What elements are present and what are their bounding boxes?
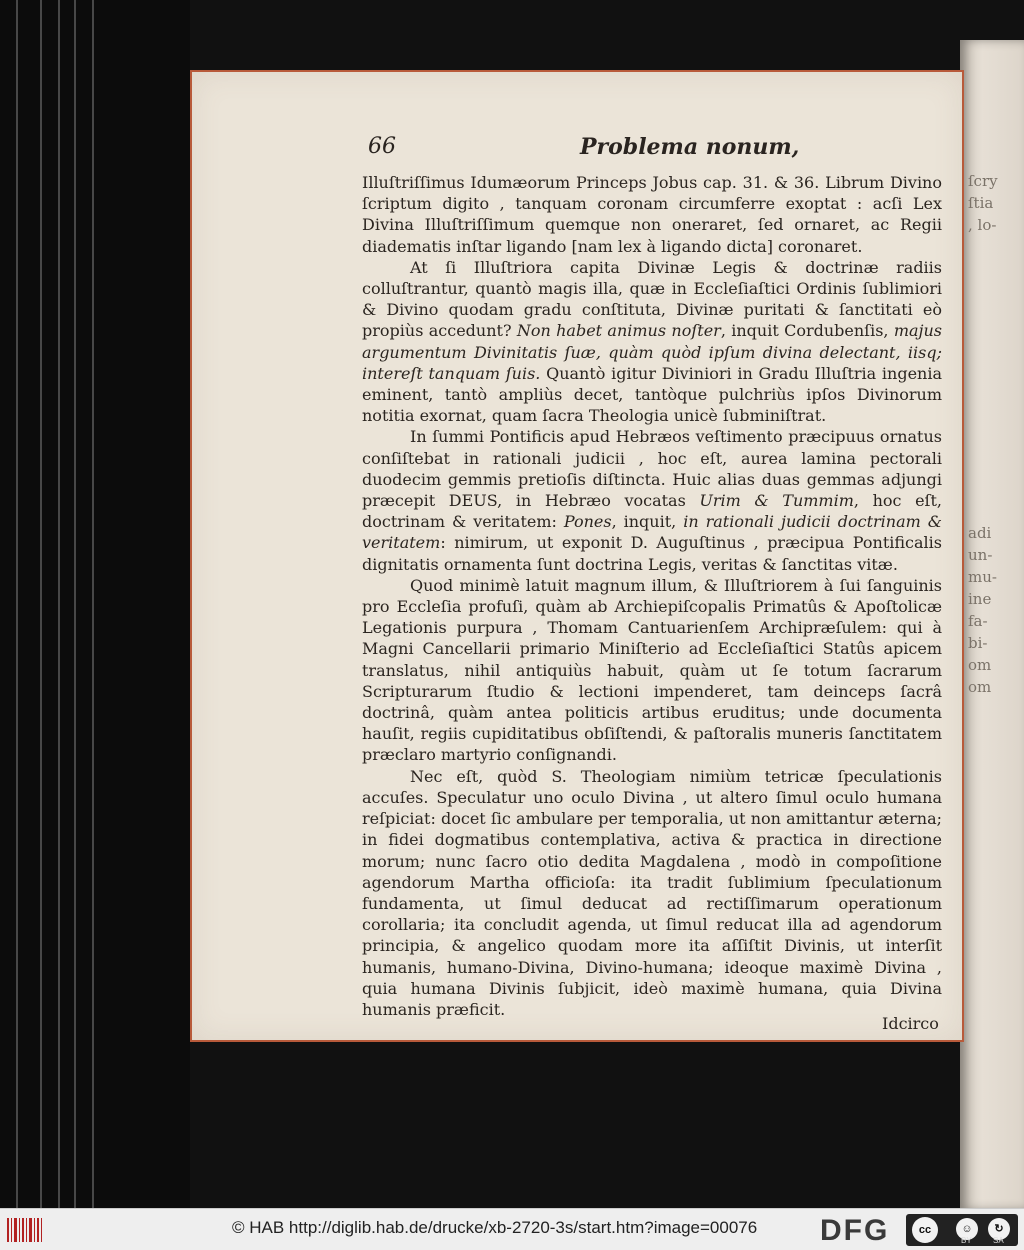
catchword: Idcirco [882,1014,939,1033]
binding-edge-line [58,0,60,1208]
page-number: 66 [368,134,396,159]
page-body-text [362,172,942,1020]
binding-edge-line [74,0,76,1208]
binding-edge-line [16,0,18,1208]
copyright-url-link[interactable]: © HAB http://diglib.hab.de/drucke/xb-2720-3s/start.htm?image=00076 [232,1218,758,1237]
scan-left-margin [0,0,190,1208]
share-alike-icon: ↻ [988,1218,1010,1240]
body-paragraph: Nec eſt, quòd S. Theologiam nimiùm tetricæ ſpeculationis accuſes. Speculatur uno oculo Divina , ut altero ſimul oculo humana reſpiciat: docet ſic ambulare per temporalia, ut non amittantur æterna; in fidei dogmatibus contemplativa, activa & practica in directione morum; nunc ſacro otio dedita Magdalena , modò in compoſitione agendorum Martha officioſa: ita tradit ſublimium ſpeculationum fundamenta, ut ſimul deducat ad rectiſſimarum operationum corollaria; ita concludit agenda, ut ſimul reducat illa ad agendorum principia, & angelico quodam more ita aſſiſtit Divinis, ut interſit humanis, humano-Divina, Divino-humana; ideoque maximè Divina , quia humana Divinis ſubjicit, ideò maximè humana, quia Divina humanis præficit. [362,766,942,1019]
license-by-label: BY [961,1236,972,1245]
creative-commons-icon: cc [912,1217,938,1243]
running-head: Problema nonum, [580,134,800,160]
hab-barcode-logo-icon[interactable] [6,1215,46,1245]
body-paragraph: In ſummi Pontificis apud Hebræos veſtimento præcipuus ornatus conſiſtebat in rationali judicii , hoc eſt, aurea lamina pectorali duodecim gemmis pretioſis diſtincta. Huic alias duas gemmas adjungi præcepit DEUS, in Hebræo vocatas Urim & Tummim, hoc eſt, doctrinam & veritatem: Pones, inquit, in rationali judicii doctrinam & veritatem: nimirum, ut exponit D. Auguſtinus , præcipua Pontificalis dignitatis ornamenta ſunt doctrina Legis, veritas & ſanctitas vitæ. [362,427,943,574]
viewer-footer [0,1208,1024,1250]
body-paragraph: Illuſtriſſimus Idumæorum Princeps Jobus cap. 31. & 36. Librum Divino ſcriptum digito , tanquam coronam circumferre exoptat : acſi Lex Divina Illuſtriſſimum quemque non oneraret, ſed ornaret, ac Regii diadematis inſtar ligando [nam lex à ligando dicta] coronaret. [362,173,942,256]
binding-edge-line [92,0,94,1208]
cc-license-badge[interactable] [906,1214,1018,1246]
body-paragraph: At ſi Illuſtriora capita Divinæ Legis & doctrinæ radiis colluſtrantur, quantò magis illa, quæ in Eccleſiaſtici Ordinis ſublimiori & Divino quodam gradu conſtituta, Divinæ puritati & ſanctitati eò propiùs accedunt? Non habet animus noſter, inquit Cordubenſis, majus argumentum Divinitatis ſuæ, quàm quòd ipſum divina delectant, iisq; intereſt tanquam ſuis. Quantò igitur Diviniori in Gradu Illuſtria ingenia eminent, tantò ampliùs decet, tantòque pulchriùs ipſos Divinorum notitia exornat, quam ſacra Theologia unicè ſubminiſtrat. [362,257,943,426]
dfg-logo[interactable]: DFG [820,1214,890,1247]
license-sa-label: SA [993,1236,1004,1245]
book-page [190,70,964,1042]
attribution-person-icon: ☺ [956,1218,978,1240]
body-paragraph: Quod minimè latuit magnum illum, & Illuſtriorem à ſui ſanguinis pro Eccleſia profuſi, quàm ab Archiepiſcopalis Primatûs & Apoſtolicæ Legationis purpura , Thomam Cantuarienſem Archipræſulem: qui à Magni Cancellarii primario Miniſterio ad Eccleſiaſtici Statûs apicem translatus, nihil antiquiùs habuit, quàm ut ſe totum ſacrarum Scripturarum ſtudio & lectioni impenderet, tam deinceps ſacrâ doctrinâ, quàm antea politicis artibus eruditus; unde documenta hauſit, regiis cupiditatibus obſiſtendi, & paſtoralis muneris ſanctitatem præclaro martyrio conſignandi. [362,575,942,765]
facing-page-text-fragment: ſcry ſtia , lo- adi un- mu- ine fa- bi- om om [968,172,998,696]
facing-page-edge [960,40,1024,1208]
binding-edge-line [40,0,42,1208]
